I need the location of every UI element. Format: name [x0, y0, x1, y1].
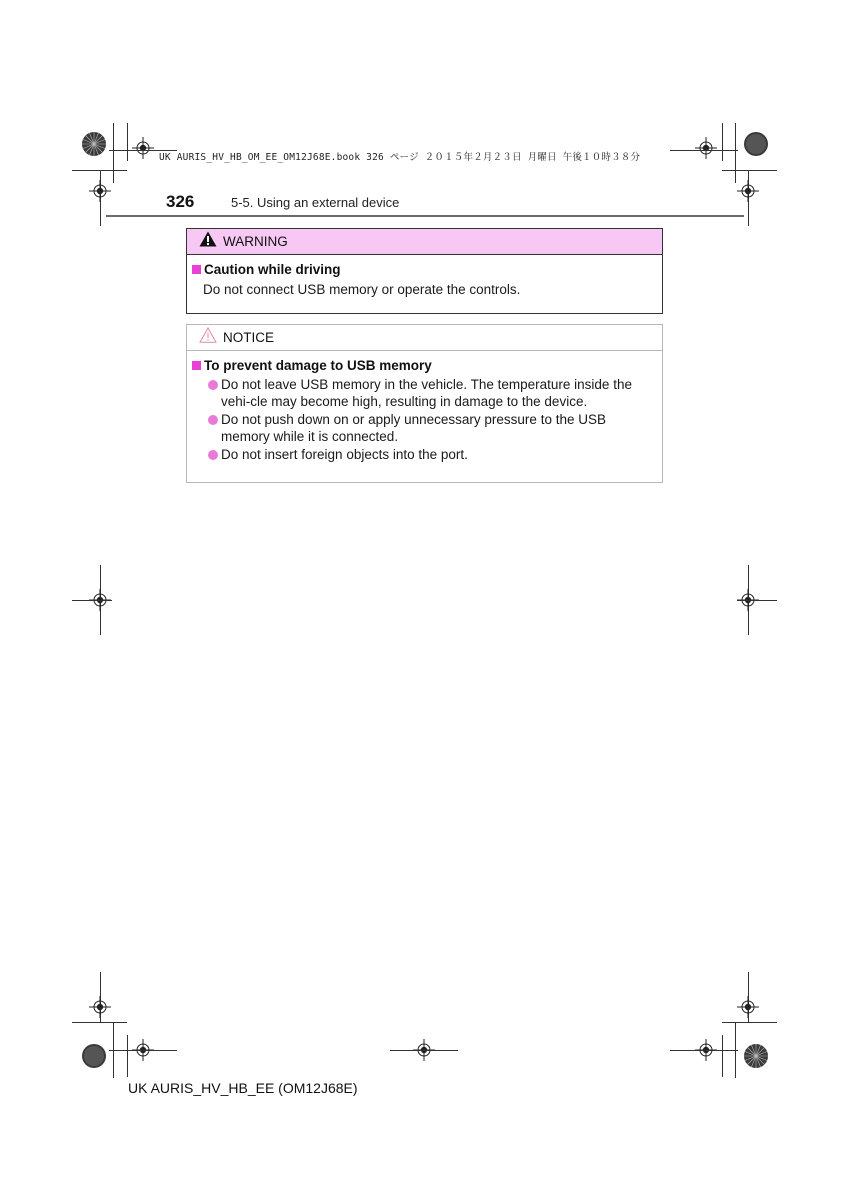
notice-body	[187, 351, 662, 464]
pink-bullet-icon	[208, 450, 218, 460]
warning-box	[186, 228, 663, 314]
sunburst-target-icon	[81, 1043, 107, 1069]
sunburst-target-icon	[743, 131, 769, 157]
header-divider	[106, 215, 744, 217]
print-header: UK AURIS_HV_HB_OM_EE_OM12J68E.book 326 ページ ２０１５年２月２３日 月曜日 午後１０時３８分	[159, 152, 641, 163]
notice-label: NOTICE	[223, 330, 275, 345]
registration-mark-icon	[695, 137, 717, 159]
pink-square-icon	[192, 265, 201, 274]
notice-header	[187, 325, 662, 351]
notice-bullet-list	[192, 377, 657, 464]
warning-label: WARNING	[223, 234, 288, 249]
warning-item-title	[192, 262, 657, 277]
sunburst-target-icon	[81, 131, 107, 157]
notice-item-title-text: To prevent damage to USB memory	[204, 358, 432, 373]
registration-mark-icon	[89, 180, 111, 202]
pink-bullet-icon	[208, 415, 218, 425]
list-item: Do not push down on or apply unnecessary pressure to the USB memory while it is connected.	[203, 412, 657, 445]
section-title: 5-5. Using an external device	[231, 195, 400, 210]
pink-square-icon	[192, 361, 201, 370]
warning-body	[187, 255, 662, 298]
registration-mark-icon	[89, 996, 111, 1018]
list-item: Do not insert foreign objects into the port.	[203, 447, 657, 464]
sunburst-target-icon	[743, 1043, 769, 1069]
pink-bullet-icon	[208, 380, 218, 390]
warning-item-title-text: Caution while driving	[204, 262, 341, 277]
list-item: Do not leave USB memory in the vehicle. The temperature inside the vehi-cle may become high, resulting in damage to the device.	[203, 377, 657, 410]
warning-triangle-icon	[199, 231, 217, 252]
warning-header	[187, 229, 662, 255]
warning-item-text: Do not connect USB memory or operate the controls.	[203, 282, 521, 297]
registration-mark-icon	[132, 137, 154, 159]
registration-mark-icon	[737, 180, 759, 202]
notice-item-title	[192, 358, 657, 373]
footer-model-code: UK AURIS_HV_HB_EE (OM12J68E)	[128, 1080, 358, 1096]
notice-box	[186, 324, 663, 483]
page-number: 326	[166, 192, 195, 211]
registration-mark-icon	[737, 996, 759, 1018]
notice-triangle-icon	[199, 327, 217, 348]
